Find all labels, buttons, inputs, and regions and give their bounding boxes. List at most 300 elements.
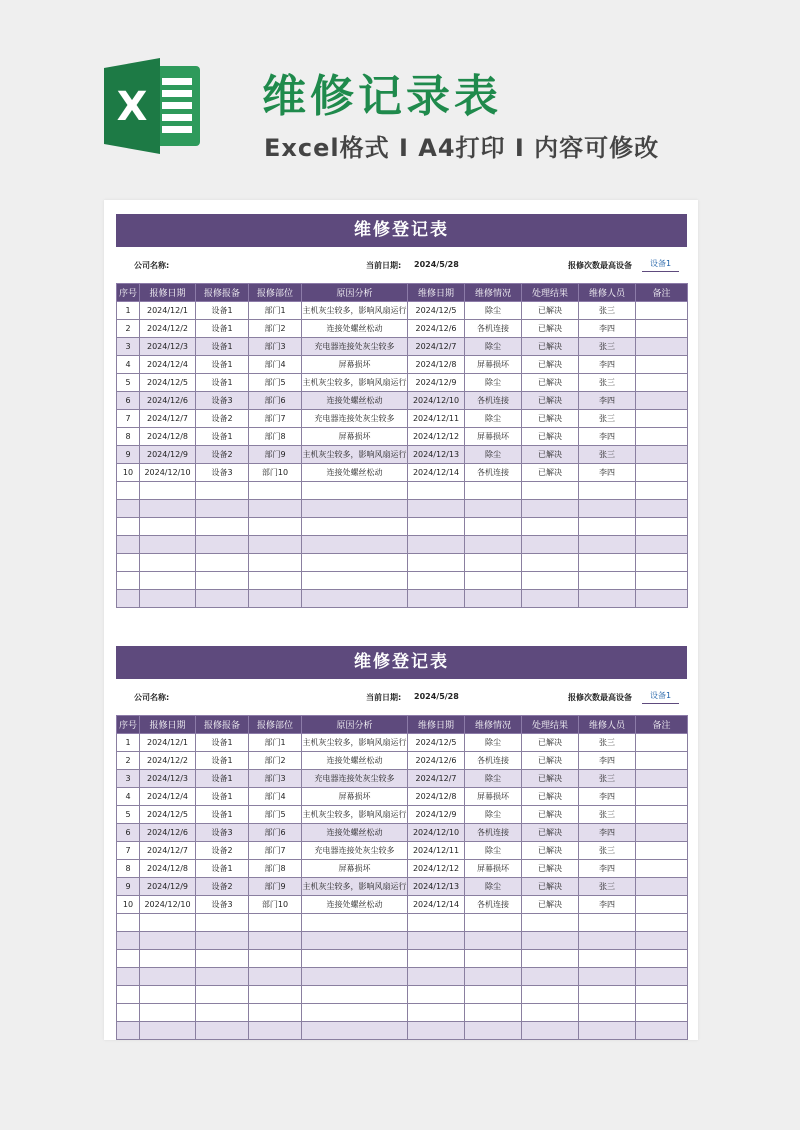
table-cell[interactable] — [249, 968, 302, 986]
table-cell[interactable] — [465, 1004, 522, 1022]
table-cell[interactable]: 2024/12/1 — [140, 734, 196, 752]
table-cell[interactable] — [249, 914, 302, 932]
table-cell[interactable]: 连接处螺丝松动 — [302, 752, 408, 770]
table-cell[interactable] — [636, 536, 688, 554]
table-cell[interactable] — [522, 1022, 579, 1040]
table-cell[interactable]: 张三 — [579, 878, 636, 896]
table-cell[interactable]: 已解决 — [522, 392, 579, 410]
table-cell[interactable]: 屏幕损坏 — [302, 860, 408, 878]
table-cell[interactable] — [249, 950, 302, 968]
table-cell[interactable]: 连接处螺丝松动 — [302, 896, 408, 914]
table-cell[interactable]: 2024/12/6 — [140, 824, 196, 842]
table-cell[interactable]: 屏幕损坏 — [302, 356, 408, 374]
table-cell[interactable] — [408, 482, 465, 500]
table-cell[interactable]: 已解决 — [522, 374, 579, 392]
table-cell[interactable]: 2024/12/8 — [140, 860, 196, 878]
table-cell[interactable] — [579, 536, 636, 554]
table-cell[interactable]: 2024/12/8 — [408, 356, 465, 374]
table-cell[interactable]: 已解决 — [522, 896, 579, 914]
table-cell[interactable]: 张三 — [579, 734, 636, 752]
table-cell[interactable]: 屏幕损坏 — [465, 860, 522, 878]
table-cell[interactable]: 李四 — [579, 464, 636, 482]
table-cell[interactable]: 部门9 — [249, 446, 302, 464]
table-cell[interactable] — [579, 518, 636, 536]
table-cell[interactable] — [302, 950, 408, 968]
table-cell[interactable] — [636, 374, 688, 392]
table-cell[interactable] — [408, 1022, 465, 1040]
table-cell[interactable] — [579, 1022, 636, 1040]
table-cell[interactable]: 设备1 — [196, 770, 249, 788]
table-cell[interactable] — [579, 500, 636, 518]
table-cell[interactable]: 2024/12/8 — [140, 428, 196, 446]
table-cell[interactable]: 2024/12/9 — [140, 446, 196, 464]
table-cell[interactable] — [408, 950, 465, 968]
table-cell[interactable]: 张三 — [579, 410, 636, 428]
table-cell[interactable] — [408, 554, 465, 572]
table-cell[interactable]: 设备1 — [196, 752, 249, 770]
table-cell[interactable]: 部门6 — [249, 824, 302, 842]
table-cell[interactable]: 屏幕损坏 — [465, 356, 522, 374]
table-cell[interactable] — [302, 932, 408, 950]
table-cell[interactable]: 3 — [117, 770, 140, 788]
table-cell[interactable]: 设备1 — [196, 428, 249, 446]
table-cell[interactable] — [140, 950, 196, 968]
table-cell[interactable]: 连接处螺丝松动 — [302, 464, 408, 482]
table-cell[interactable]: 已解决 — [522, 320, 579, 338]
table-cell[interactable]: 2024/12/2 — [140, 320, 196, 338]
table-cell[interactable] — [636, 806, 688, 824]
table-cell[interactable]: 2024/12/14 — [408, 464, 465, 482]
table-cell[interactable] — [302, 590, 408, 608]
table-cell[interactable] — [636, 1022, 688, 1040]
table-cell[interactable]: 张三 — [579, 338, 636, 356]
table-cell[interactable]: 设备1 — [196, 356, 249, 374]
table-cell[interactable] — [302, 554, 408, 572]
table-cell[interactable]: 除尘 — [465, 410, 522, 428]
table-cell[interactable]: 2024/12/14 — [408, 896, 465, 914]
table-cell[interactable]: 除尘 — [465, 734, 522, 752]
table-cell[interactable]: 部门5 — [249, 806, 302, 824]
table-cell[interactable] — [522, 554, 579, 572]
table-cell[interactable]: 屏幕损坏 — [302, 788, 408, 806]
table-cell[interactable] — [196, 950, 249, 968]
table-cell[interactable] — [636, 482, 688, 500]
table-cell[interactable] — [636, 446, 688, 464]
table-cell[interactable] — [196, 554, 249, 572]
table-cell[interactable] — [465, 572, 522, 590]
table-cell[interactable] — [522, 572, 579, 590]
table-cell[interactable] — [117, 950, 140, 968]
table-cell[interactable]: 设备1 — [196, 338, 249, 356]
table-cell[interactable]: 2024/12/9 — [140, 878, 196, 896]
table-cell[interactable] — [465, 518, 522, 536]
table-cell[interactable] — [522, 914, 579, 932]
table-cell[interactable] — [249, 590, 302, 608]
table-cell[interactable]: 部门3 — [249, 770, 302, 788]
table-cell[interactable]: 4 — [117, 356, 140, 374]
table-cell[interactable] — [117, 500, 140, 518]
table-cell[interactable] — [465, 500, 522, 518]
table-cell[interactable] — [636, 518, 688, 536]
table-cell[interactable] — [196, 536, 249, 554]
table-cell[interactable] — [522, 518, 579, 536]
table-cell[interactable]: 张三 — [579, 842, 636, 860]
table-cell[interactable]: 部门5 — [249, 374, 302, 392]
table-cell[interactable] — [408, 932, 465, 950]
table-cell[interactable] — [140, 518, 196, 536]
table-cell[interactable]: 设备2 — [196, 446, 249, 464]
table-cell[interactable] — [408, 590, 465, 608]
table-cell[interactable] — [465, 536, 522, 554]
table-cell[interactable]: 部门1 — [249, 734, 302, 752]
table-cell[interactable] — [636, 932, 688, 950]
table-cell[interactable] — [465, 1022, 522, 1040]
table-cell[interactable]: 2024/12/4 — [140, 788, 196, 806]
table-cell[interactable] — [636, 554, 688, 572]
table-cell[interactable] — [302, 500, 408, 518]
table-cell[interactable] — [117, 518, 140, 536]
table-cell[interactable] — [249, 536, 302, 554]
table-cell[interactable] — [117, 986, 140, 1004]
table-cell[interactable]: 部门4 — [249, 788, 302, 806]
table-cell[interactable] — [117, 914, 140, 932]
table-cell[interactable]: 部门10 — [249, 896, 302, 914]
table-cell[interactable] — [636, 302, 688, 320]
table-cell[interactable] — [465, 932, 522, 950]
table-cell[interactable]: 张三 — [579, 302, 636, 320]
table-cell[interactable]: 2024/12/12 — [408, 860, 465, 878]
table-cell[interactable] — [196, 482, 249, 500]
table-cell[interactable]: 2024/12/4 — [140, 356, 196, 374]
table-cell[interactable]: 已解决 — [522, 302, 579, 320]
table-cell[interactable]: 主机灰尘较多，影响风扇运行 — [302, 302, 408, 320]
table-cell[interactable]: 张三 — [579, 374, 636, 392]
table-cell[interactable] — [636, 410, 688, 428]
table-cell[interactable]: 9 — [117, 878, 140, 896]
table-cell[interactable]: 2 — [117, 752, 140, 770]
table-cell[interactable] — [117, 590, 140, 608]
table-cell[interactable]: 2024/12/2 — [140, 752, 196, 770]
table-cell[interactable]: 张三 — [579, 446, 636, 464]
table-cell[interactable]: 8 — [117, 428, 140, 446]
table-cell[interactable]: 2024/12/13 — [408, 446, 465, 464]
table-cell[interactable]: 7 — [117, 842, 140, 860]
table-cell[interactable]: 充电器连接处灰尘较多 — [302, 338, 408, 356]
table-cell[interactable] — [117, 536, 140, 554]
table-cell[interactable]: 10 — [117, 464, 140, 482]
table-cell[interactable] — [636, 590, 688, 608]
table-cell[interactable]: 已解决 — [522, 410, 579, 428]
table-cell[interactable] — [636, 842, 688, 860]
table-cell[interactable] — [522, 590, 579, 608]
table-cell[interactable]: 设备2 — [196, 878, 249, 896]
table-cell[interactable] — [579, 914, 636, 932]
table-cell[interactable] — [408, 500, 465, 518]
table-cell[interactable]: 2024/12/1 — [140, 302, 196, 320]
table-cell[interactable] — [408, 536, 465, 554]
table-cell[interactable]: 除尘 — [465, 338, 522, 356]
table-cell[interactable] — [140, 572, 196, 590]
table-cell[interactable]: 设备1 — [196, 806, 249, 824]
table-cell[interactable] — [522, 500, 579, 518]
table-cell[interactable] — [140, 500, 196, 518]
table-cell[interactable] — [249, 482, 302, 500]
table-cell[interactable]: 除尘 — [465, 446, 522, 464]
table-cell[interactable] — [140, 1022, 196, 1040]
table-cell[interactable]: 6 — [117, 824, 140, 842]
table-cell[interactable]: 2024/12/9 — [408, 374, 465, 392]
table-cell[interactable] — [117, 932, 140, 950]
table-cell[interactable] — [196, 986, 249, 1004]
table-cell[interactable]: 2024/12/10 — [140, 464, 196, 482]
table-cell[interactable] — [636, 824, 688, 842]
table-cell[interactable] — [196, 518, 249, 536]
table-cell[interactable]: 2024/12/5 — [408, 302, 465, 320]
table-cell[interactable] — [522, 1004, 579, 1022]
table-cell[interactable]: 2024/12/11 — [408, 410, 465, 428]
table-cell[interactable]: 已解决 — [522, 824, 579, 842]
table-cell[interactable]: 部门2 — [249, 752, 302, 770]
table-cell[interactable] — [636, 860, 688, 878]
table-cell[interactable] — [117, 1004, 140, 1022]
table-cell[interactable] — [302, 518, 408, 536]
table-cell[interactable]: 主机灰尘较多，影响风扇运行 — [302, 878, 408, 896]
table-cell[interactable]: 2024/12/6 — [140, 392, 196, 410]
table-cell[interactable]: 已解决 — [522, 446, 579, 464]
table-cell[interactable]: 各机连接 — [465, 896, 522, 914]
table-cell[interactable]: 李四 — [579, 428, 636, 446]
table-cell[interactable] — [117, 554, 140, 572]
table-cell[interactable]: 设备3 — [196, 392, 249, 410]
table-cell[interactable]: 部门9 — [249, 878, 302, 896]
table-cell[interactable] — [196, 1004, 249, 1022]
table-cell[interactable]: 2024/12/10 — [408, 392, 465, 410]
table-cell[interactable]: 已解决 — [522, 806, 579, 824]
table-cell[interactable]: 设备1 — [196, 734, 249, 752]
table-cell[interactable]: 连接处螺丝松动 — [302, 320, 408, 338]
table-cell[interactable] — [196, 968, 249, 986]
table-cell[interactable] — [636, 752, 688, 770]
table-cell[interactable]: 主机灰尘较多，影响风扇运行 — [302, 806, 408, 824]
table-cell[interactable]: 部门1 — [249, 302, 302, 320]
table-cell[interactable] — [465, 914, 522, 932]
table-cell[interactable]: 5 — [117, 374, 140, 392]
table-cell[interactable]: 主机灰尘较多，影响风扇运行 — [302, 734, 408, 752]
table-cell[interactable] — [117, 968, 140, 986]
table-cell[interactable] — [579, 986, 636, 1004]
table-cell[interactable] — [140, 968, 196, 986]
table-cell[interactable]: 6 — [117, 392, 140, 410]
table-cell[interactable] — [636, 986, 688, 1004]
table-cell[interactable] — [465, 986, 522, 1004]
table-cell[interactable]: 部门10 — [249, 464, 302, 482]
table-cell[interactable]: 5 — [117, 806, 140, 824]
table-cell[interactable]: 已解决 — [522, 464, 579, 482]
table-cell[interactable] — [636, 914, 688, 932]
table-cell[interactable]: 除尘 — [465, 374, 522, 392]
table-cell[interactable]: 李四 — [579, 392, 636, 410]
table-cell[interactable] — [249, 1022, 302, 1040]
table-cell[interactable]: 连接处螺丝松动 — [302, 392, 408, 410]
table-cell[interactable]: 已解决 — [522, 734, 579, 752]
table-cell[interactable]: 部门2 — [249, 320, 302, 338]
table-cell[interactable]: 2024/12/7 — [140, 410, 196, 428]
table-cell[interactable] — [408, 986, 465, 1004]
table-cell[interactable]: 已解决 — [522, 842, 579, 860]
table-cell[interactable] — [636, 968, 688, 986]
table-cell[interactable] — [636, 392, 688, 410]
table-cell[interactable] — [579, 950, 636, 968]
table-cell[interactable] — [302, 986, 408, 1004]
table-cell[interactable] — [408, 968, 465, 986]
table-cell[interactable] — [196, 572, 249, 590]
table-cell[interactable] — [249, 932, 302, 950]
table-cell[interactable]: 李四 — [579, 860, 636, 878]
table-cell[interactable]: 屏幕损坏 — [465, 428, 522, 446]
table-cell[interactable]: 已解决 — [522, 428, 579, 446]
table-cell[interactable]: 充电器连接处灰尘较多 — [302, 770, 408, 788]
table-cell[interactable] — [140, 986, 196, 1004]
table-cell[interactable] — [249, 518, 302, 536]
table-cell[interactable] — [636, 1004, 688, 1022]
table-cell[interactable] — [196, 590, 249, 608]
table-cell[interactable]: 主机灰尘较多，影响风扇运行 — [302, 446, 408, 464]
table-cell[interactable]: 部门6 — [249, 392, 302, 410]
table-cell[interactable]: 部门8 — [249, 860, 302, 878]
table-cell[interactable]: 部门7 — [249, 410, 302, 428]
table-cell[interactable]: 除尘 — [465, 878, 522, 896]
table-cell[interactable] — [140, 482, 196, 500]
table-cell[interactable]: 2024/12/7 — [408, 338, 465, 356]
table-cell[interactable] — [579, 1004, 636, 1022]
table-cell[interactable]: 部门8 — [249, 428, 302, 446]
table-cell[interactable] — [140, 914, 196, 932]
table-cell[interactable]: 李四 — [579, 896, 636, 914]
table-cell[interactable]: 1 — [117, 734, 140, 752]
table-cell[interactable]: 设备2 — [196, 842, 249, 860]
table-cell[interactable] — [249, 1004, 302, 1022]
table-cell[interactable] — [302, 1004, 408, 1022]
table-cell[interactable]: 8 — [117, 860, 140, 878]
table-cell[interactable]: 李四 — [579, 824, 636, 842]
table-cell[interactable]: 2024/12/9 — [408, 806, 465, 824]
table-cell[interactable]: 已解决 — [522, 752, 579, 770]
table-cell[interactable] — [465, 950, 522, 968]
table-cell[interactable]: 2024/12/3 — [140, 338, 196, 356]
table-cell[interactable] — [579, 482, 636, 500]
table-cell[interactable] — [117, 572, 140, 590]
table-cell[interactable]: 2024/12/6 — [408, 752, 465, 770]
table-cell[interactable]: 2024/12/13 — [408, 878, 465, 896]
table-cell[interactable]: 主机灰尘较多，影响风扇运行 — [302, 374, 408, 392]
table-cell[interactable]: 设备3 — [196, 824, 249, 842]
table-cell[interactable] — [140, 590, 196, 608]
table-cell[interactable]: 除尘 — [465, 770, 522, 788]
table-cell[interactable]: 各机连接 — [465, 320, 522, 338]
table-cell[interactable] — [196, 932, 249, 950]
table-cell[interactable] — [522, 986, 579, 1004]
table-cell[interactable] — [579, 572, 636, 590]
table-cell[interactable]: 9 — [117, 446, 140, 464]
table-cell[interactable] — [408, 518, 465, 536]
table-cell[interactable] — [522, 536, 579, 554]
table-cell[interactable]: 部门4 — [249, 356, 302, 374]
table-cell[interactable] — [636, 878, 688, 896]
table-cell[interactable] — [302, 1022, 408, 1040]
table-cell[interactable] — [636, 338, 688, 356]
table-cell[interactable]: 2024/12/11 — [408, 842, 465, 860]
table-cell[interactable] — [636, 500, 688, 518]
table-cell[interactable] — [196, 500, 249, 518]
table-cell[interactable]: 2024/12/6 — [408, 320, 465, 338]
table-cell[interactable] — [196, 1022, 249, 1040]
table-cell[interactable]: 李四 — [579, 788, 636, 806]
table-cell[interactable] — [522, 932, 579, 950]
table-cell[interactable]: 各机连接 — [465, 752, 522, 770]
table-cell[interactable]: 7 — [117, 410, 140, 428]
table-cell[interactable]: 已解决 — [522, 878, 579, 896]
table-cell[interactable]: 部门3 — [249, 338, 302, 356]
table-cell[interactable]: 部门7 — [249, 842, 302, 860]
table-cell[interactable] — [579, 968, 636, 986]
table-cell[interactable]: 设备1 — [196, 302, 249, 320]
table-cell[interactable]: 2024/12/10 — [140, 896, 196, 914]
table-cell[interactable]: 已解决 — [522, 356, 579, 374]
table-cell[interactable] — [465, 590, 522, 608]
table-cell[interactable]: 除尘 — [465, 302, 522, 320]
table-cell[interactable] — [408, 1004, 465, 1022]
table-cell[interactable] — [140, 1004, 196, 1022]
table-cell[interactable]: 李四 — [579, 356, 636, 374]
table-cell[interactable] — [302, 968, 408, 986]
table-cell[interactable] — [302, 536, 408, 554]
table-cell[interactable]: 连接处螺丝松动 — [302, 824, 408, 842]
table-cell[interactable]: 2024/12/5 — [408, 734, 465, 752]
table-cell[interactable] — [522, 950, 579, 968]
table-cell[interactable] — [196, 914, 249, 932]
table-cell[interactable]: 设备1 — [196, 860, 249, 878]
table-cell[interactable]: 3 — [117, 338, 140, 356]
table-cell[interactable] — [636, 572, 688, 590]
table-cell[interactable] — [636, 320, 688, 338]
table-cell[interactable]: 已解决 — [522, 860, 579, 878]
table-cell[interactable]: 各机连接 — [465, 392, 522, 410]
table-cell[interactable] — [522, 968, 579, 986]
table-cell[interactable]: 屏幕损坏 — [302, 428, 408, 446]
table-cell[interactable] — [465, 482, 522, 500]
table-cell[interactable] — [249, 554, 302, 572]
table-cell[interactable] — [465, 968, 522, 986]
table-cell[interactable] — [636, 950, 688, 968]
table-cell[interactable] — [636, 428, 688, 446]
table-cell[interactable]: 2024/12/3 — [140, 770, 196, 788]
table-cell[interactable] — [579, 554, 636, 572]
table-cell[interactable] — [249, 986, 302, 1004]
table-cell[interactable] — [636, 770, 688, 788]
table-cell[interactable] — [579, 590, 636, 608]
table-cell[interactable] — [636, 356, 688, 374]
table-cell[interactable] — [140, 536, 196, 554]
table-cell[interactable]: 设备2 — [196, 410, 249, 428]
table-cell[interactable] — [302, 914, 408, 932]
table-cell[interactable] — [249, 572, 302, 590]
table-cell[interactable] — [140, 932, 196, 950]
table-cell[interactable]: 张三 — [579, 806, 636, 824]
table-cell[interactable] — [636, 464, 688, 482]
table-cell[interactable]: 2024/12/5 — [140, 806, 196, 824]
table-cell[interactable]: 设备1 — [196, 320, 249, 338]
table-cell[interactable] — [636, 896, 688, 914]
